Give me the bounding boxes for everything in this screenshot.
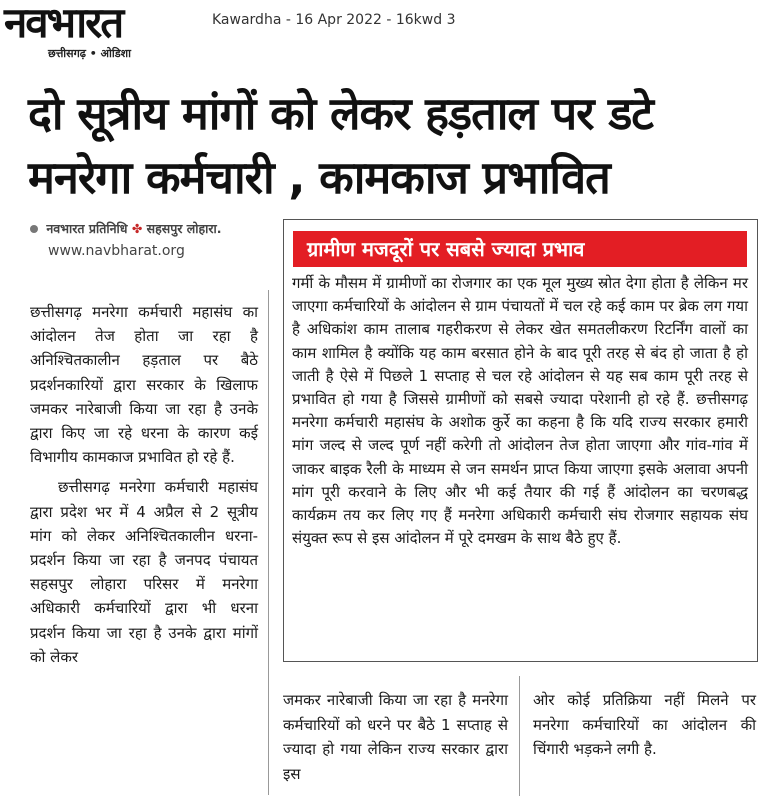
column-divider (519, 676, 520, 796)
column-divider (268, 290, 269, 795)
bullet-icon (30, 225, 38, 233)
byline-place: सहसपुर लोहारा. (146, 221, 222, 236)
edition-label: छत्तीसगढ़ • ओडिशा (48, 47, 131, 60)
byline-source: नवभारत (46, 221, 85, 236)
sidebar-box-title: ग्रामीण मजदूरों पर सबसे ज्यादा प्रभाव (293, 231, 747, 267)
logo-text: नवभारत (4, 0, 123, 47)
sidebar-box-body: गर्मी के मौसम में ग्रामीणों का रोजगार का एक मूल मुख्य स्रोत देगा होता है लेकिन मर जाएगा कर्मचारियों के आंदोलन से ग्राम पंचायतों में चल रहे कई काम पर ब्रेक लग गया है अधिकांश काम तालाब गहरीकरण से लेकर खेत समतलीकरण रिटर्निंग वालों का काम शामिल है क्योंकि यह काम बरसात होने के बाद पूरी तरह से बंद हो जाता है हो जाती है ऐसे में पिछले 1 सप्ताह से चल रहे आंदोलन से यह सब काम पूरी तरह से प्रभावित हो गया है जिससे ग्रामीणों को सबसे ज्यादा परेशानी हो रहे हैं. छत्तीसगढ़ मनरेगा कर्मचारी महासंघ के अशोक कुर्रे का कहना है कि यदि राज्य सरकार हमारी मांग जल्द से जल्द पूर्ण नहीं करेगी तो आंदोलन तेज होता जाएगा और गांव-गांव में जाकर बाइक रैली के माध्यम से जन समर्थन प्राप्त किया जाएगा इसके अलावा अपनी मांग पूरी करवाने के लिए और भी कई तैयार की गई हैं आंदोलन का चरणबद्ध कार्यक्रम तय कर लिए गए हैं मनरेगा अधिकारी कर्मचारी संघ रोजगार सहायक संघ संयुक्त रूप से इस आंदोलन में पूरे दमखम के साथ बैठे हुए हैं. (292, 274, 748, 548)
paragraph: छत्तीसगढ़ मनरेगा कर्मचारी महासंघ का आंदोलन तेज होता जा रहा है अनिश्चितकालीन हड़ताल पर बैठे प्रदर्शनकारियों द्वारा सरकार के खिलाफ जमकर नारेबाजी किया जा रहा है उनके द्वारा किए जा रहे धरना के कारण कई विभागीय कामकाज प्रभावित हो रहे हैं. (30, 303, 258, 467)
byline (30, 220, 221, 237)
right-column: ओर कोई प्रतिक्रिया नहीं मिलने पर मनरेगा कर्मचारियों का आंदोलन की चिंगारी भड़कने लगी है. (533, 691, 756, 758)
byline-role: प्रतिनिधि (88, 221, 128, 236)
website-link[interactable]: www.navbharat.org (48, 243, 185, 259)
left-column (30, 300, 258, 669)
masthead-logo (4, 0, 200, 66)
middle-column: जमकर नारेबाजी किया जा रहा है मनरेगा कर्मचारियों को धरने पर बैठे 1 सप्ताह से ज्यादा हो गया लेकिन राज्य सरकार द्वारा इस (283, 691, 508, 783)
headline: दो सूत्रीय मांगों को लेकर हड़ताल पर डटे मनरेगा कर्मचारी , कामकाज प्रभावित (28, 87, 653, 204)
paragraph: छत्तीसगढ़ मनरेगा कर्मचारी महासंघ द्वारा प्रदेश भर में 4 अप्रैल से 2 सूत्रीय मांग को लेकर अनिश्चितकालीन धरना-प्रदर्शन किया जा रहा है जनपद पंचायत सहसपुर लोहारा परिसर में मनरेगा अधिकारी कर्मचारियों द्वारा भी धरना प्रदर्शन किया जा रहा है उनके द्वारा मांगों को लेकर (30, 478, 258, 666)
issue-meta: Kawardha - 16 Apr 2022 - 16kwd 3 (212, 12, 456, 28)
star-icon: ✤ (131, 221, 143, 236)
